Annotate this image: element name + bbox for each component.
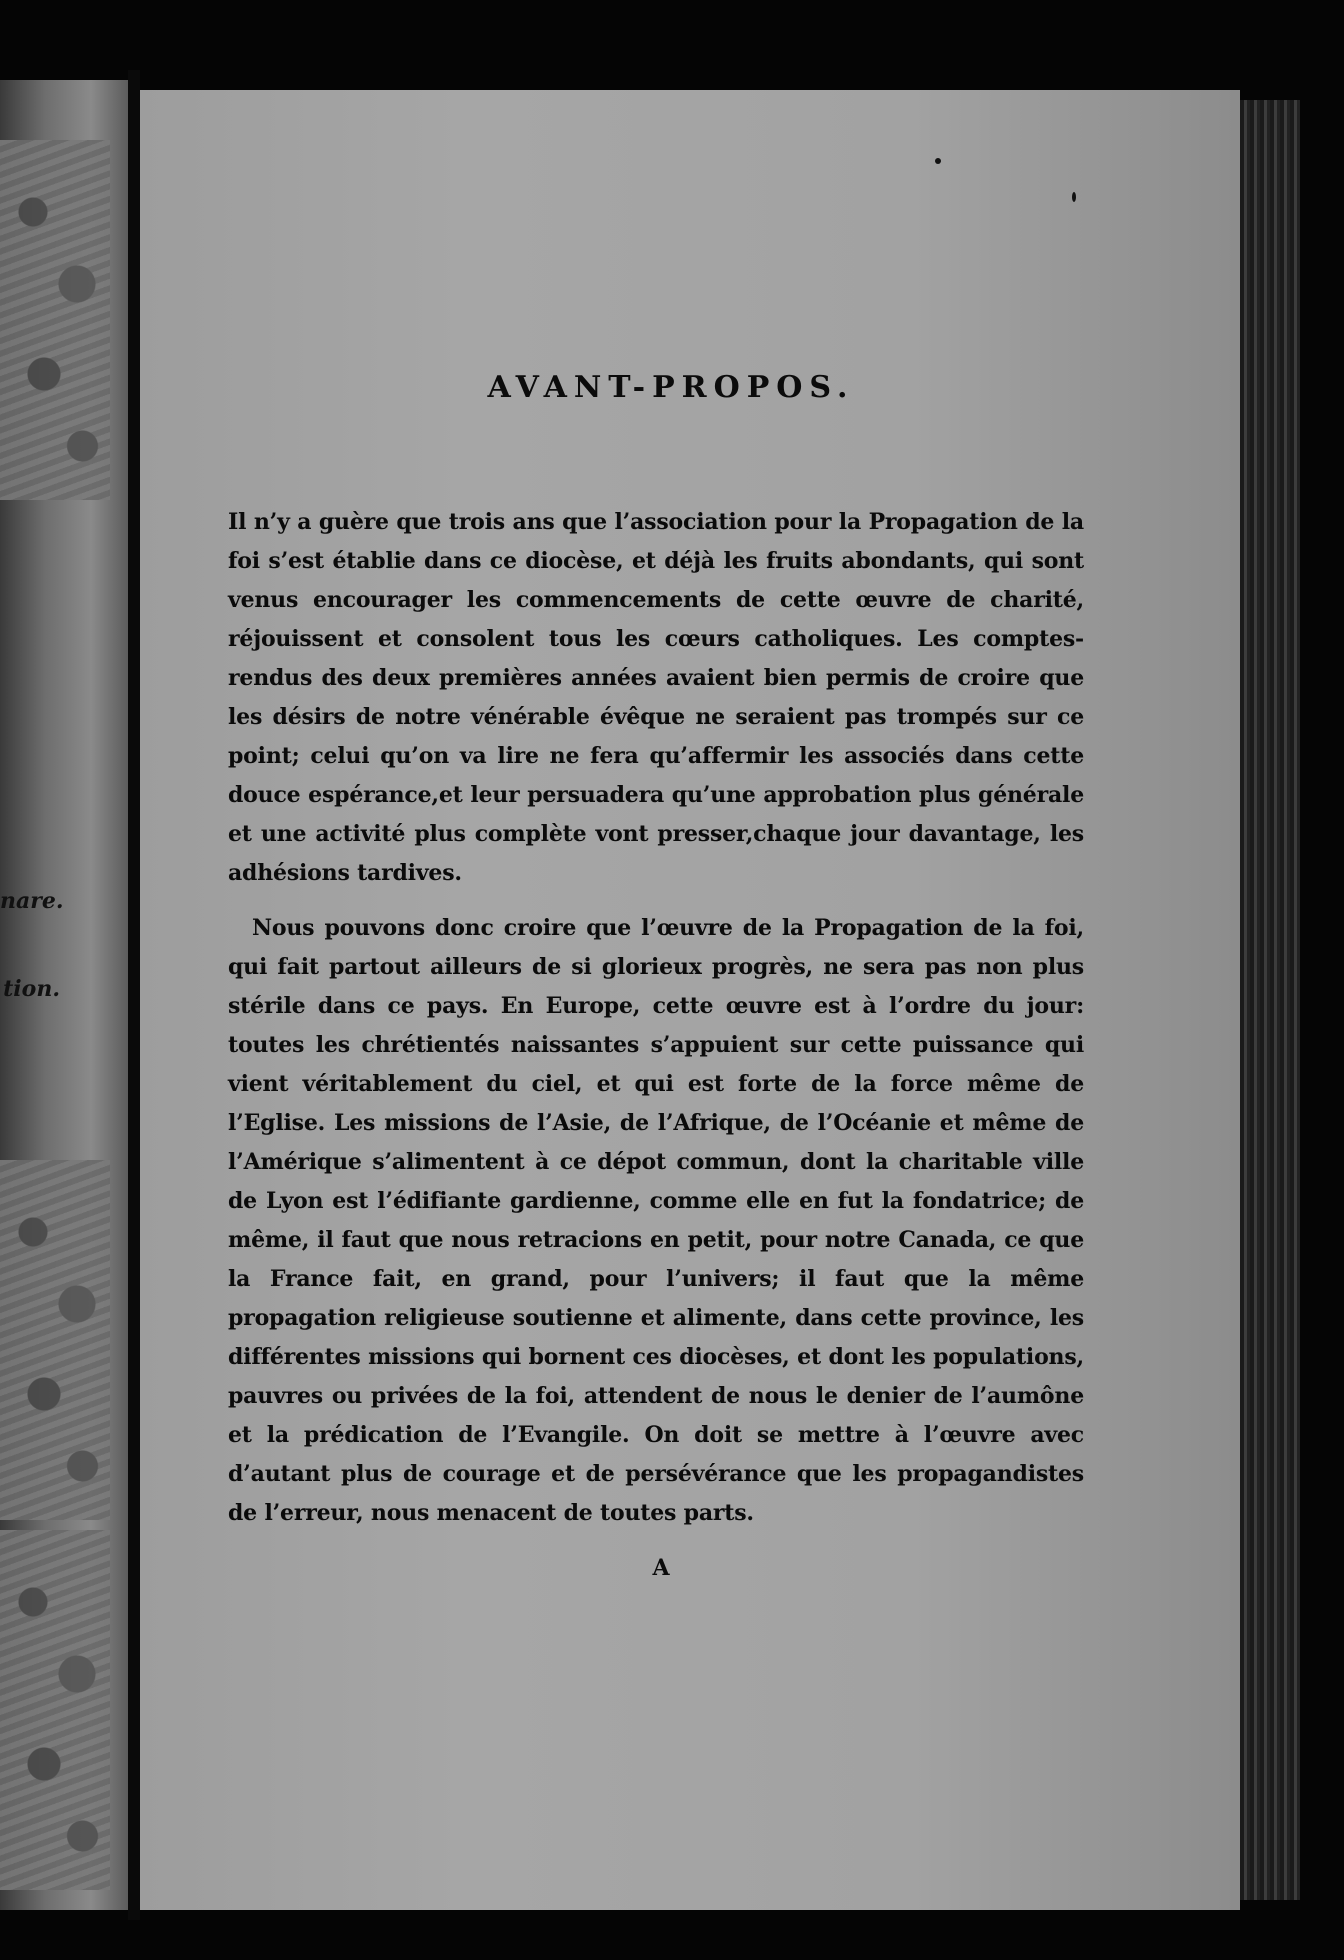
page-edges [1240, 100, 1300, 1900]
page-title: AVANT-PROPOS. [487, 370, 855, 405]
book-gutter [128, 70, 140, 1920]
left-page-ornament [0, 1160, 110, 1520]
signature-mark: A [652, 1555, 670, 1581]
previous-page [0, 80, 130, 1910]
left-page-fragment: nare. [0, 888, 64, 914]
ink-speck [1072, 192, 1076, 202]
paragraph-text: Il n’y a guère que trois ans que l’association pour la Propagation de la foi s’est établie dans ce diocèse, et déjà les fruits abondants, qui sont venus encourager les commencements de cette œuvre de charité, réjouissent et consolent tous les cœurs catholiques. Les comptes-rendus des deux premières années avaient bien permis de croire que les désirs de notre vénérable évêque ne seraient pas trompés sur ce point; celui qu’on va lire ne fera qu’affermir les associés dans cette douce espérance,et leur persuadera qu’une approbation plus générale et une activité plus complète vont presser,chaque jour davantage, les adhésions tardives. [228, 509, 1084, 886]
left-page-ornament [0, 1530, 110, 1890]
page-content [228, 370, 1084, 1581]
left-page-fragment: tion. [3, 976, 60, 1002]
paragraph [228, 909, 1084, 1533]
paragraph-text: Nous pouvons donc croire que l’œuvre de la Propagation de la foi, qui fait partout ailleurs de si glorieux progrès, ne sera pas non plus stérile dans ce pays. En Europe, cette œuvre est à l’ordre du jour: toutes les chrétientés naissantes s’appuient sur cette puissance qui vient véritablement du ciel, et qui est forte de la force même de l’Eglise. Les missions de l’Asie, de l’Afrique, de l’Océanie et même de l’Amérique s’alimentent à ce dépot commun, dont la charitable ville de Lyon est l’édifiante gardienne, comme elle en fut la fondatrice; de même, il faut que nous retracions en petit, pour notre Canada, ce que la France fait, en grand, pour l’univers; il faut que la même propagation religieuse soutienne et alimente, dans cette province, les différentes missions qui bornent ces diocèses, et dont les populations, pauvres ou privées de la foi, attendent de nous le denier de l’aumône et la prédication de l’Evangile. On doit se mettre à l’œuvre avec d’autant plus de courage et de persévérance que les propagandistes de l’erreur, nous menacent de toutes parts. [228, 915, 1084, 1526]
ink-speck [935, 158, 941, 164]
left-page-ornament [0, 140, 110, 500]
paragraph [228, 503, 1084, 893]
